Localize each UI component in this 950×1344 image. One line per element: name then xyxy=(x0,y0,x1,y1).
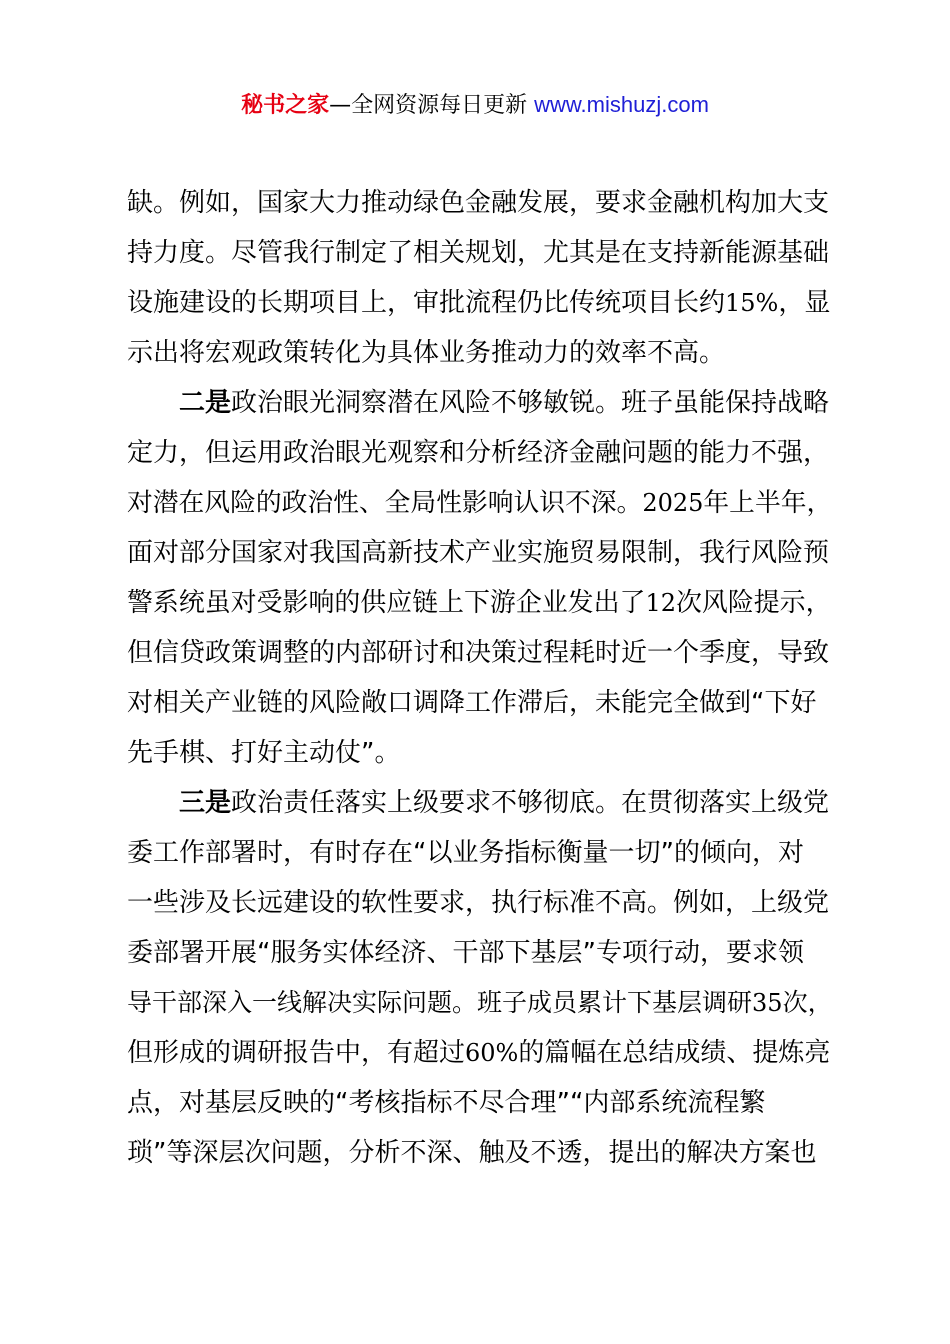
text-line: 对潜在风险的政治性、全局性影响认识不深。2025年上半年， xyxy=(127,488,833,518)
text-line: 点，对基层反映的“考核指标不尽合理”“内部系统流程繁 xyxy=(127,1088,766,1118)
text-line: 先手棋、打好主动仗”。 xyxy=(127,738,401,768)
paragraph-lead: 二是 xyxy=(179,388,232,418)
text-line: 但信贷政策调整的内部研讨和决策过程耗时近一个季度，导致 xyxy=(127,638,830,668)
site-brand: 秘书之家 xyxy=(241,93,330,118)
text-line: 示出将宏观政策转化为具体业务推动力的效率不高。 xyxy=(127,338,726,368)
paragraph-start-line: 二是政治眼光洞察潜在风险不够敏锐。班子虽能保持战略 xyxy=(179,388,830,418)
paragraph-start-line: 三是政治责任落实上级要求不够彻底。在贯彻落实上级党 xyxy=(179,788,830,818)
text-line: 面对部分国家对我国高新技术产业实施贸易限制，我行风险预 xyxy=(127,538,830,568)
text-line: 委部署开展“服务实体经济、干部下基层”专项行动，要求领 xyxy=(127,938,804,968)
text-line: 对相关产业链的风险敞口调降工作滞后，未能完全做到“下好 xyxy=(127,688,817,718)
text-line: 导干部深入一线解决实际问题。班子成员累计下基层调研35次， xyxy=(127,988,833,1017)
text-line: 一些涉及长远建设的软性要求，执行标准不高。例如，上级党 xyxy=(127,888,830,918)
text-line: 委工作部署时，有时存在“以业务指标衡量一切”的倾向，对 xyxy=(127,838,804,868)
text-line: 警系统虽对受影响的供应链上下游企业发出了12次风险提示， xyxy=(127,588,832,618)
text-line: 定力，但运用政治眼光观察和分析经济金融问题的能力不强， xyxy=(127,438,830,468)
text-line: 琐”等深层次问题，分析不深、触及不透，提出的解决方案也 xyxy=(127,1138,817,1168)
site-tagline: —全网资源每日更新 xyxy=(329,93,528,118)
paragraph-lead: 三是 xyxy=(179,788,232,818)
text-line: 但形成的调研报告中，有超过60%的篇幅在总结成绩、提炼亮 xyxy=(127,1038,831,1068)
text-line: 持力度。尽管我行制定了相关规划，尤其是在支持新能源基础 xyxy=(127,238,830,268)
site-url-link[interactable]: www.mishuzj.com xyxy=(534,92,709,117)
text-line: 设施建设的长期项目上，审批流程仍比传统项目长约15%，显 xyxy=(127,288,831,318)
text-line: 缺。例如，国家大力推动绿色金融发展，要求金融机构加大支 xyxy=(127,188,830,218)
